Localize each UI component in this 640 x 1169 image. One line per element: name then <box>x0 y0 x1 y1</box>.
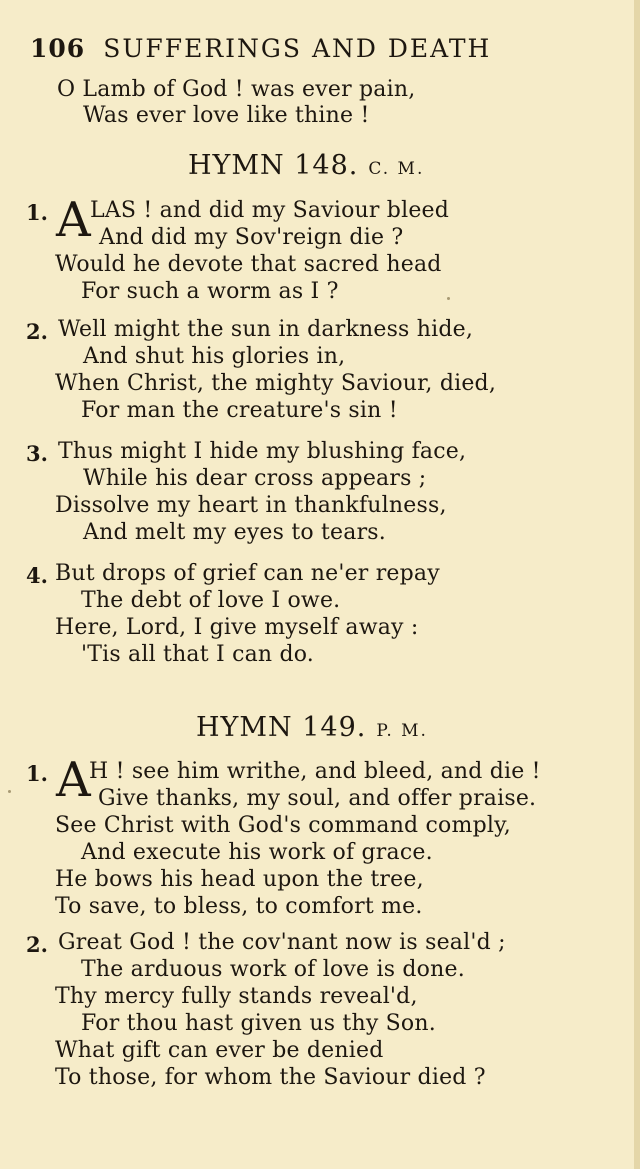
verse-line: To save, to bless, to comfort me. <box>55 894 423 919</box>
verse-line: But drops of grief can ne'er repay <box>55 561 440 586</box>
verse-line: Great God ! the cov'nant now is seal'd ; <box>58 930 506 955</box>
hymn-149-title <box>196 712 428 743</box>
verse-line: And did my Sov'reign die ? <box>99 225 404 250</box>
verse-line: H ! see him writhe, and bleed, and die ! <box>89 759 541 784</box>
verse-line: For thou hast given us thy Son. <box>81 1011 436 1036</box>
verse-line: Would he devote that sacred head <box>55 252 442 277</box>
page-number: 106 <box>30 34 86 63</box>
verse-number: 3. <box>26 441 48 466</box>
paper-speck <box>447 297 450 300</box>
verse-line: See Christ with God's command comply, <box>55 813 511 838</box>
verse-line: 'Tis all that I can do. <box>81 642 315 667</box>
verse-number: 1. <box>26 761 48 786</box>
verse-line: He bows his head upon the tree, <box>55 867 424 892</box>
verse-number: 4. <box>26 563 48 588</box>
verse-line: Give thanks, my soul, and offer praise. <box>98 786 537 811</box>
verse-number: 2. <box>26 319 48 344</box>
verse-line: The arduous work of love is done. <box>81 957 465 982</box>
verse-line: Dissolve my heart in thankfulness, <box>55 493 447 518</box>
verse-line: While his dear cross appears ; <box>83 466 427 491</box>
hymn-149-meter: P. M. <box>376 721 428 741</box>
verse-line: When Christ, the mighty Saviour, died, <box>55 371 497 396</box>
verse-line: And shut his glories in, <box>83 344 346 369</box>
paper-speck <box>8 790 11 793</box>
verse-number: 1. <box>26 200 48 225</box>
carryover-line: Was ever love like thine ! <box>83 103 370 128</box>
verse-line: And melt my eyes to tears. <box>83 520 386 545</box>
verse-line: Thy mercy fully stands reveal'd, <box>55 984 418 1009</box>
drop-cap: A <box>56 192 91 248</box>
verse-line: LAS ! and did my Saviour bleed <box>90 198 450 223</box>
page-edge <box>634 0 640 1169</box>
verse-line: The debt of love I owe. <box>81 588 341 613</box>
verse-line: Here, Lord, I give myself away : <box>55 615 419 640</box>
verse-line: What gift can ever be denied <box>55 1038 384 1063</box>
verse-line: And execute his work of grace. <box>81 840 433 865</box>
running-header <box>30 34 491 63</box>
verse-line: For man the creature's sin ! <box>81 398 398 423</box>
hymn-148-title <box>188 150 424 181</box>
verse-line: Well might the sun in darkness hide, <box>58 317 474 342</box>
hymn-148-number: HYMN 148. <box>188 150 359 181</box>
verse-line: For such a worm as I ? <box>81 279 339 304</box>
hymn-148-meter: C. M. <box>368 159 425 179</box>
verse-line: Thus might I hide my blushing face, <box>58 439 467 464</box>
verse-line: To those, for whom the Saviour died ? <box>55 1065 486 1090</box>
verse-number: 2. <box>26 932 48 957</box>
carryover-line: O Lamb of God ! was ever pain, <box>57 77 416 102</box>
section-title: SUFFERINGS AND DEATH <box>103 34 492 63</box>
hymn-149-number: HYMN 149. <box>196 712 367 743</box>
drop-cap: A <box>56 752 91 808</box>
